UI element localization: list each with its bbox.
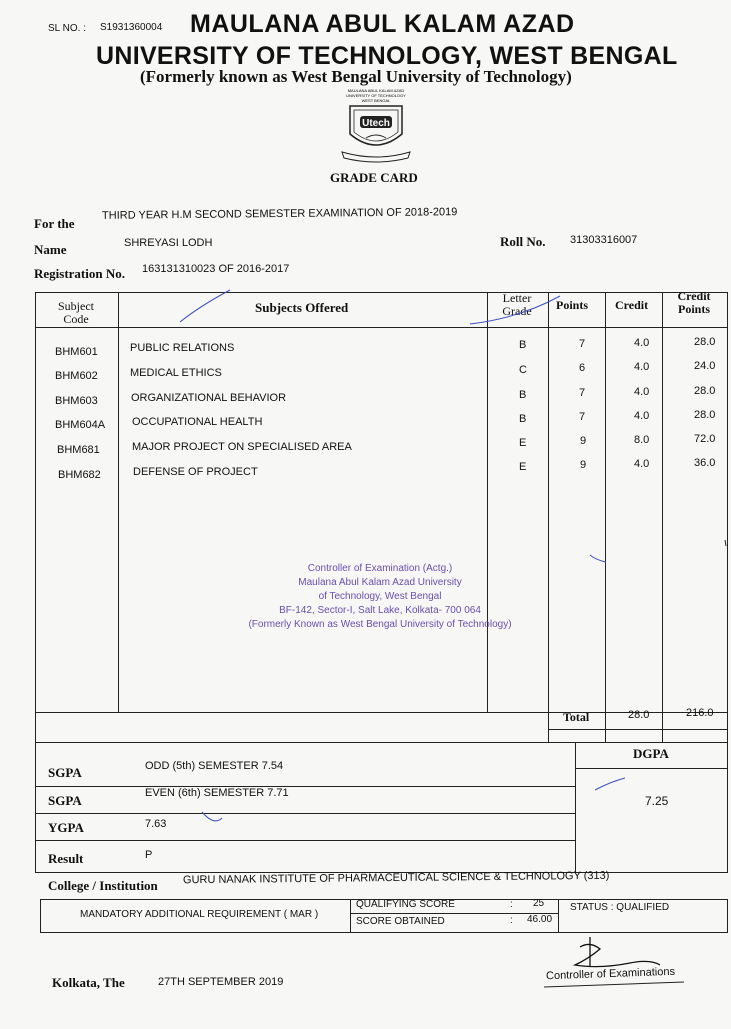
- row-subject-name: DEFENSE OF PROJECT: [133, 466, 258, 478]
- row-subject-name: OCCUPATIONAL HEALTH: [132, 416, 263, 428]
- stamp-line-3: of Technology, West Bengal: [318, 591, 442, 602]
- place-label: Kolkata, The: [52, 975, 125, 990]
- controller-stamp: [235, 562, 525, 632]
- roll-number-label: Roll No.: [500, 234, 546, 249]
- ygpa-value: 7.63: [145, 818, 167, 830]
- mar-label: MANDATORY ADDITIONAL REQUIREMENT ( MAR ): [80, 909, 319, 920]
- dgpa-value: 7.25: [645, 794, 669, 808]
- formerly-known-as: (Formerly known as West Bengal University of Technology): [140, 67, 572, 86]
- qualifying-score-value: 25: [533, 898, 545, 909]
- svg-text:WEST BENGAL: WEST BENGAL: [361, 98, 391, 103]
- sgpa-odd-value: ODD (5th) SEMESTER 7.54: [145, 760, 284, 772]
- grade-card-title: GRADE CARD: [330, 170, 418, 185]
- row-letter-grade: B: [519, 389, 527, 401]
- row-points: 7: [579, 338, 586, 350]
- row-points: 9: [580, 435, 587, 447]
- score-obtained-label: SCORE OBTAINED: [356, 916, 445, 927]
- header-subject-code: Subject Code: [58, 299, 94, 326]
- header-subjects-offered: Subjects Offered: [255, 300, 349, 315]
- for-the-label: For the: [34, 216, 75, 231]
- row-subject-name: MAJOR PROJECT ON SPECIALISED AREA: [132, 441, 352, 453]
- university-name-line2: UNIVERSITY OF TECHNOLOGY, WEST BENGAL: [96, 42, 678, 70]
- row-letter-grade: B: [519, 339, 527, 351]
- college-value: GURU NANAK INSTITUTE OF PHARMACEUTICAL SCIENCE & TECHNOLOGY (313): [182, 869, 610, 887]
- stamp-line-1: Controller of Examination (Actg.): [307, 563, 453, 574]
- serial-number: S1931360004: [100, 22, 163, 33]
- row-subject-code: BHM681: [57, 444, 100, 456]
- roll-number: 31303316007: [570, 234, 638, 246]
- registration-number: 163131310023 OF 2016-2017: [142, 263, 290, 275]
- obtained-colon: :: [510, 915, 513, 926]
- row-credit-points: 36.0: [694, 457, 716, 469]
- sgpa-even-label: SGPA: [48, 793, 82, 808]
- row-credit: 4.0: [634, 386, 650, 398]
- row-points: 6: [579, 362, 586, 374]
- total-credit: 28.0: [628, 709, 650, 721]
- row-letter-grade: E: [519, 461, 527, 473]
- sgpa-even-value: EVEN (6th) SEMESTER 7.71: [145, 787, 289, 799]
- examination-title: THIRD YEAR H.M SECOND SEMESTER EXAMINATION OF 2018-2019: [101, 206, 458, 222]
- row-credit: 4.0: [634, 410, 650, 422]
- row-subject-code: BHM601: [55, 346, 98, 358]
- row-points: 7: [579, 411, 586, 423]
- student-name: SHREYASI LODH: [124, 237, 213, 249]
- result-value: P: [145, 849, 153, 861]
- row-subject-name: MEDICAL ETHICS: [130, 367, 222, 379]
- stamp-line-5: (Formerly Known as West Bengal University of Technology): [248, 619, 512, 630]
- row-letter-grade: C: [519, 364, 527, 376]
- row-credit: 4.0: [634, 361, 650, 373]
- row-credit-points: 28.0: [694, 336, 716, 348]
- row-credit-points: 72.0: [694, 433, 716, 445]
- dgpa-label: DGPA: [633, 746, 669, 761]
- svg-text:MAULANA ABUL KALAM AZAD: MAULANA ABUL KALAM AZAD: [347, 88, 405, 93]
- name-label: Name: [34, 242, 67, 257]
- sgpa-odd-label: SGPA: [48, 765, 82, 780]
- row-credit-points: 28.0: [694, 385, 716, 397]
- row-subject-name: ORGANIZATIONAL BEHAVIOR: [131, 392, 287, 404]
- row-credit-points: 28.0: [694, 409, 716, 421]
- svg-text:UNIVERSITY OF TECHNOLOGY: UNIVERSITY OF TECHNOLOGY: [346, 93, 406, 98]
- row-credit-points: 24.0: [694, 360, 716, 372]
- header-letter-grade: Letter Grade: [502, 291, 532, 318]
- header-credit: Credit: [615, 298, 649, 312]
- issue-date: 27TH SEPTEMBER 2019: [158, 976, 284, 988]
- row-letter-grade: B: [519, 413, 527, 425]
- row-subject-name: PUBLIC RELATIONS: [130, 342, 235, 354]
- qualifying-colon: :: [510, 899, 513, 910]
- stamp-line-2: Maulana Abul Kalam Azad University: [298, 577, 462, 588]
- university-logo: [336, 86, 416, 166]
- score-obtained-value: 46.00: [527, 914, 553, 925]
- row-letter-grade: E: [519, 437, 527, 449]
- logo-text: Utech: [362, 118, 390, 129]
- registration-label: Registration No.: [34, 266, 125, 281]
- row-subject-code: BHM682: [58, 469, 101, 481]
- controller-signature-label: Controller of Examinations: [545, 965, 676, 983]
- stamp-line-4: BF-142, Sector-I, Salt Lake, Kolkata- 700 064: [279, 605, 481, 616]
- row-subject-code: BHM604A: [55, 419, 106, 431]
- result-label: Result: [48, 851, 84, 866]
- row-subject-code: BHM602: [55, 370, 98, 382]
- total-label: Total: [563, 710, 590, 724]
- row-credit: 4.0: [634, 337, 650, 349]
- qualifying-score-label: QUALIFYING SCORE: [356, 899, 455, 910]
- college-label: College / Institution: [48, 878, 158, 893]
- row-points: 9: [580, 459, 587, 471]
- total-credit-points: 216.0: [686, 707, 714, 719]
- header-points: Points: [556, 298, 589, 312]
- university-name-line1: MAULANA ABUL KALAM AZAD: [190, 10, 575, 38]
- row-points: 7: [579, 387, 586, 399]
- row-credit: 8.0: [634, 434, 650, 446]
- mar-status: STATUS : QUALIFIED: [570, 902, 670, 913]
- row-subject-code: BHM603: [55, 395, 98, 407]
- row-credit: 4.0: [634, 458, 650, 470]
- ygpa-label: YGPA: [48, 820, 84, 835]
- serial-label: SL NO. :: [48, 23, 86, 34]
- header-credit-points: Credit Points: [677, 289, 711, 316]
